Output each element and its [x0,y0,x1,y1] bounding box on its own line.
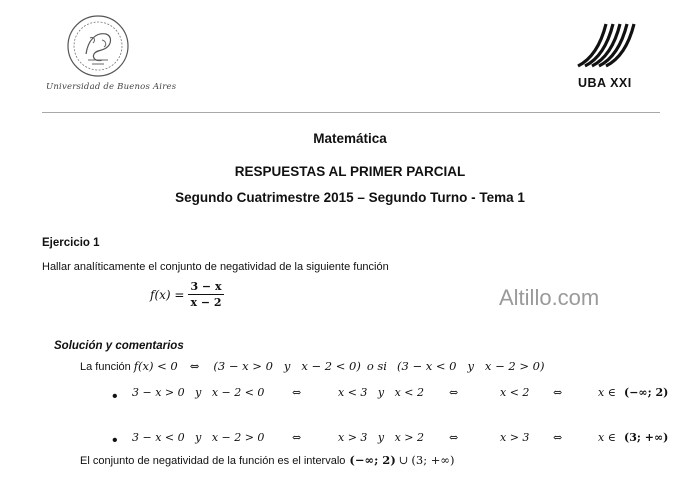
bullet-1-result-prefix: x ∈ [598,386,616,399]
bullet-1-equiv-2: ⇔ [449,386,459,399]
function-fraction [188,280,223,309]
bullet-1-condition: 3 − x > 0 y x − 2 < 0 [132,386,265,399]
conclusion-interval-a: (−∞; 2) [349,453,396,467]
bullet-2-equiv-3: ⇔ [553,431,563,444]
bullet-2-step-1: x > 3 y x > 2 [338,431,425,444]
bullet-1-equiv-3: ⇔ [553,386,563,399]
conclusion-text: El conjunto de negatividad de la función es el intervalo [80,455,346,467]
fraction-denominator: x − 2 [190,296,222,309]
solution-intro [80,359,544,373]
solution-intro-label: La función [80,361,131,373]
university-signature: Universidad de Buenos Aires [46,82,177,92]
solution-title: Solución y comentarios [54,340,184,352]
equivalence-symbol: ⇔ [189,359,200,373]
union-symbol: ∪ [398,453,409,467]
conclusion [80,453,454,467]
function-definition [150,280,224,309]
header-divider [42,112,660,113]
exercise-statement: Hallar analíticamente el conjunto de negatividad de la siguiente función [42,261,389,273]
case-b-condition: (3 − x < 0 y x − 2 > 0) [397,359,545,373]
document-subtitle: Segundo Cuatrimestre 2015 – Segundo Turno - Tema 1 [175,190,525,205]
bullet-2-condition: 3 − x < 0 y x − 2 > 0 [132,431,265,444]
fraction-numerator: 3 − x [190,280,222,293]
subject-title: Matemática [313,131,387,146]
uba-xxi-logo [576,20,636,68]
negativity-condition: f(x) < 0 [133,359,178,373]
bullet-1-step-1: x < 3 y x < 2 [338,386,425,399]
bullet-2-result-prefix: x ∈ [598,431,616,444]
bullet-2-equiv-2: ⇔ [449,431,459,444]
case-a-condition: (3 − x > 0 y x − 2 < 0) [213,359,361,373]
conclusion-interval-b: (3; +∞) [411,453,455,467]
document-title: RESPUESTAS AL PRIMER PARCIAL [234,164,466,179]
uba-xxi-logo-text: UBA XXI [578,76,632,90]
or-if-text: o si [366,359,387,373]
bullet-2-equiv-1: ⇔ [292,431,302,444]
bullet-2-marker: • [112,432,118,449]
university-seal-logo [66,14,130,78]
bullet-2-result: (3; +∞) [624,431,669,444]
bullet-2-step-2: x > 3 [500,431,530,444]
exercise-title: Ejercicio 1 [42,237,100,249]
watermark: Altillo.com [499,285,600,310]
bullet-1-result: (−∞; 2) [624,386,669,399]
bullet-1-marker: • [112,388,118,405]
function-lhs: f(x) = [150,287,185,302]
bullet-1-equiv-1: ⇔ [292,386,302,399]
bullet-1-step-2: x < 2 [500,386,530,399]
